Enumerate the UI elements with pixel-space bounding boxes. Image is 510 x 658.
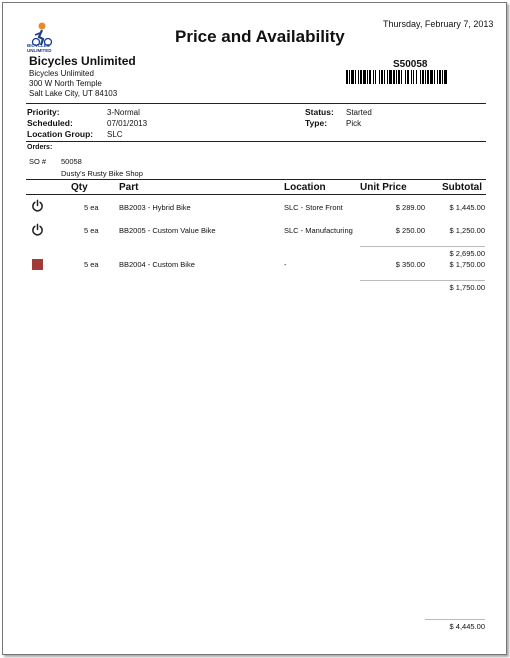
group-total: $ 1,750.00: [449, 283, 485, 292]
power-icon: [31, 199, 44, 212]
col-header-unit-price: Unit Price: [360, 182, 407, 193]
row-part: BB2004 - Custom Bike: [119, 260, 195, 269]
group-total-divider: [360, 280, 485, 281]
col-header-subtotal: Subtotal: [442, 182, 482, 193]
row-location: SLC - Manufacturing: [284, 226, 353, 235]
row-subtotal: $ 1,250.00: [449, 226, 485, 235]
so-number: 50058: [61, 157, 82, 166]
orders-divider: [26, 179, 486, 180]
status-label: Status:: [305, 107, 334, 117]
row-qty: 5 ea: [84, 226, 99, 235]
row-location: SLC - Store Front: [284, 203, 343, 212]
row-qty: 5 ea: [84, 260, 99, 269]
power-icon: [31, 223, 44, 236]
logo-text-bottom: UNLIMITED: [27, 48, 52, 53]
customer-name: Dusty's Rusty Bike Shop: [61, 169, 143, 178]
row-subtotal: $ 1,750.00: [449, 260, 485, 269]
row-qty: 5 ea: [84, 203, 99, 212]
report-title: Price and Availability: [175, 27, 345, 46]
row-part: BB2003 - Hybrid Bike: [119, 203, 191, 212]
logo-text: [27, 43, 57, 53]
red-square-icon: [32, 259, 43, 270]
report-date: Thursday, February 7, 2013: [383, 19, 494, 29]
row-unit-price: $ 350.00: [395, 260, 425, 269]
logo-text-top: BICYCLES: [27, 43, 50, 48]
company-name: Bicycles Unlimited: [29, 54, 136, 68]
priority-label: Priority:: [27, 107, 60, 117]
priority-value: 3-Normal: [107, 108, 140, 117]
address-line-2: 300 W North Temple: [29, 79, 102, 88]
row-unit-price: $ 250.00: [395, 226, 425, 235]
grand-total-divider: [425, 619, 485, 620]
columns-divider: [26, 194, 486, 195]
barcode-icon: [346, 70, 488, 84]
address-line-3: Salt Lake City, UT 84103: [29, 89, 118, 98]
row-location: -: [284, 260, 287, 269]
col-header-location: Location: [284, 182, 326, 193]
row-subtotal: $ 1,445.00: [449, 203, 485, 212]
address-line-1: Bicycles Unlimited: [29, 69, 94, 78]
order-number: S50058: [393, 59, 428, 70]
grand-total: $ 4,445.00: [449, 622, 485, 631]
info-divider: [26, 141, 486, 142]
header-divider: [26, 103, 486, 104]
orders-label: Orders:: [27, 144, 53, 151]
row-part: BB2005 - Custom Value Bike: [119, 226, 216, 235]
type-label: Type:: [305, 118, 328, 128]
group-total-divider: [360, 246, 485, 247]
scheduled-label: Scheduled:: [27, 118, 73, 128]
group-total: $ 2,695.00: [449, 249, 485, 258]
status-value: Started: [346, 108, 372, 117]
location-group-value: SLC: [107, 130, 123, 139]
col-header-part: Part: [119, 182, 139, 193]
report-page: [2, 2, 507, 655]
row-unit-price: $ 289.00: [395, 203, 425, 212]
location-group-label: Location Group:: [27, 129, 94, 139]
col-header-qty: Qty: [71, 182, 88, 193]
scheduled-value: 07/01/2013: [107, 119, 148, 128]
type-value: Pick: [346, 119, 362, 128]
so-label: SO #: [29, 157, 47, 166]
